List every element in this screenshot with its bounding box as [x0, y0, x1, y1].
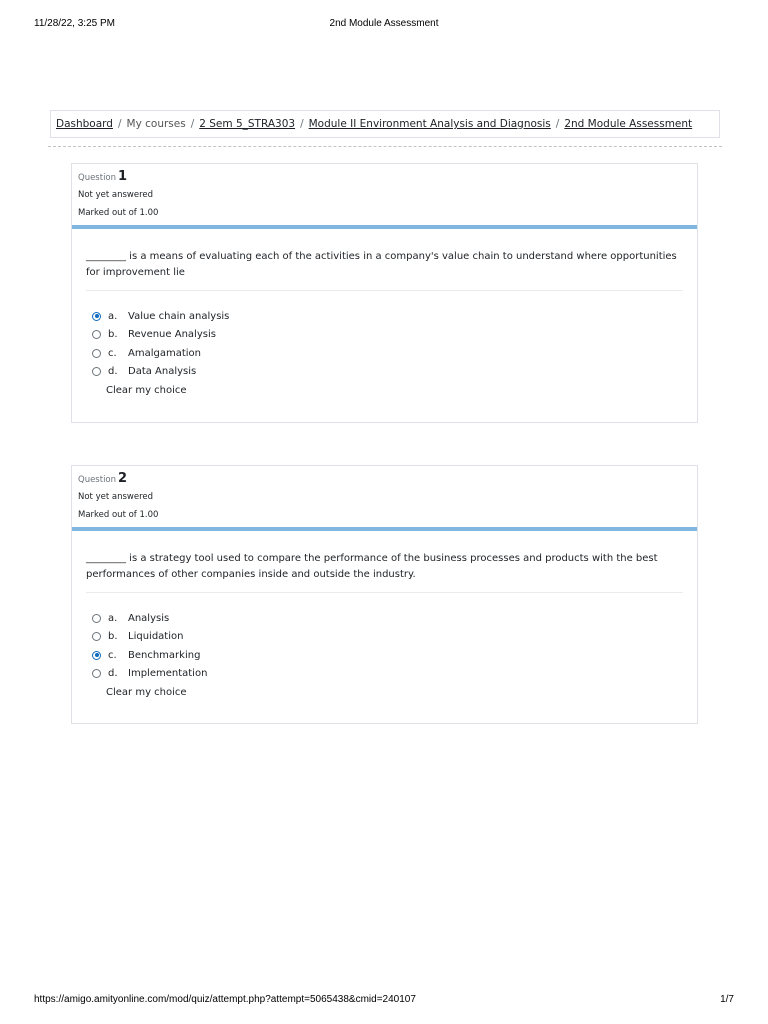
breadcrumb-separator: / — [190, 118, 195, 130]
option-letter: b. — [108, 329, 118, 341]
option-text: Analysis — [128, 612, 170, 624]
breadcrumb-separator: / — [117, 118, 122, 130]
question-text: ________ is a means of evaluating each of the activities in a company's value chain to understand where opportunities for improvement lie — [86, 251, 677, 278]
print-title: 2nd Module Assessment — [329, 18, 439, 29]
option-letter: d. — [108, 366, 118, 378]
answer-option-c[interactable] — [92, 344, 229, 363]
breadcrumb-separator: / — [300, 118, 304, 130]
option-letter: c. — [108, 649, 117, 661]
question-info — [72, 164, 697, 226]
question-accent-bar — [72, 527, 697, 531]
option-text: Benchmarking — [128, 649, 201, 661]
question-text: ________ is a strategy tool used to compare the performance of the business processes and products with the best performances of other companies inside and outside the industry. — [86, 553, 658, 580]
question-label: Question — [78, 475, 117, 485]
question-accent-bar — [72, 225, 697, 229]
print-header — [34, 18, 734, 32]
print-date: 11/28/22, 3:25 PM — [34, 18, 115, 29]
question-divider — [86, 592, 683, 593]
question-number-value: 1 — [118, 169, 128, 184]
question-number — [78, 169, 127, 184]
answer-options — [92, 609, 207, 683]
question-info — [72, 466, 697, 528]
radio-button[interactable] — [92, 651, 101, 660]
option-letter: d. — [108, 668, 118, 680]
option-text: Data Analysis — [128, 366, 197, 378]
radio-button[interactable] — [92, 349, 101, 358]
answer-option-d[interactable] — [92, 363, 229, 382]
answer-option-d[interactable] — [92, 665, 207, 684]
print-footer — [34, 994, 734, 1008]
breadcrumb-course[interactable]: 2 Sem 5_STRA303 — [199, 118, 296, 130]
question-label: Question — [78, 173, 117, 183]
option-text: Revenue Analysis — [128, 329, 216, 341]
radio-button[interactable] — [92, 367, 101, 376]
question-number — [78, 471, 127, 486]
radio-button[interactable] — [92, 330, 101, 339]
breadcrumb — [50, 110, 720, 138]
question-state: Not yet answered — [78, 492, 154, 502]
radio-button[interactable] — [92, 669, 101, 678]
option-text: Amalgamation — [128, 347, 201, 359]
option-letter: b. — [108, 631, 118, 643]
answer-options — [92, 307, 229, 381]
clear-choice-link[interactable]: Clear my choice — [106, 385, 187, 396]
breadcrumb-module[interactable]: Module II Environment Analysis and Diagnosis — [308, 118, 551, 130]
radio-button[interactable] — [92, 312, 101, 321]
dashed-divider — [48, 146, 722, 147]
question-card — [71, 163, 698, 423]
page-number: 1/7 — [720, 994, 734, 1005]
option-letter: c. — [108, 347, 117, 359]
option-text: Implementation — [128, 668, 208, 680]
option-text: Value chain analysis — [128, 310, 230, 322]
option-letter: a. — [108, 612, 118, 624]
option-text: Liquidation — [128, 631, 184, 643]
breadcrumb-my-courses: My courses — [126, 118, 186, 130]
breadcrumb-assessment[interactable]: 2nd Module Assessment — [564, 118, 693, 130]
radio-button[interactable] — [92, 614, 101, 623]
radio-button[interactable] — [92, 632, 101, 641]
page-url: https://amigo.amityonline.com/mod/quiz/attempt.php?attempt=5065438&cmid=240107 — [34, 994, 416, 1005]
answer-option-c[interactable] — [92, 646, 207, 665]
question-divider — [86, 290, 683, 291]
question-grade: Marked out of 1.00 — [78, 510, 159, 520]
answer-option-b[interactable] — [92, 326, 229, 345]
clear-choice-link[interactable]: Clear my choice — [106, 687, 187, 698]
answer-option-a[interactable] — [92, 307, 229, 326]
question-card — [71, 465, 698, 724]
question-state: Not yet answered — [78, 190, 154, 200]
question-number-value: 2 — [118, 471, 128, 486]
answer-option-a[interactable] — [92, 609, 207, 628]
option-letter: a. — [108, 310, 118, 322]
question-grade: Marked out of 1.00 — [78, 208, 159, 218]
answer-option-b[interactable] — [92, 628, 207, 647]
breadcrumb-dashboard[interactable]: Dashboard — [56, 118, 113, 130]
breadcrumb-separator: / — [555, 118, 560, 130]
